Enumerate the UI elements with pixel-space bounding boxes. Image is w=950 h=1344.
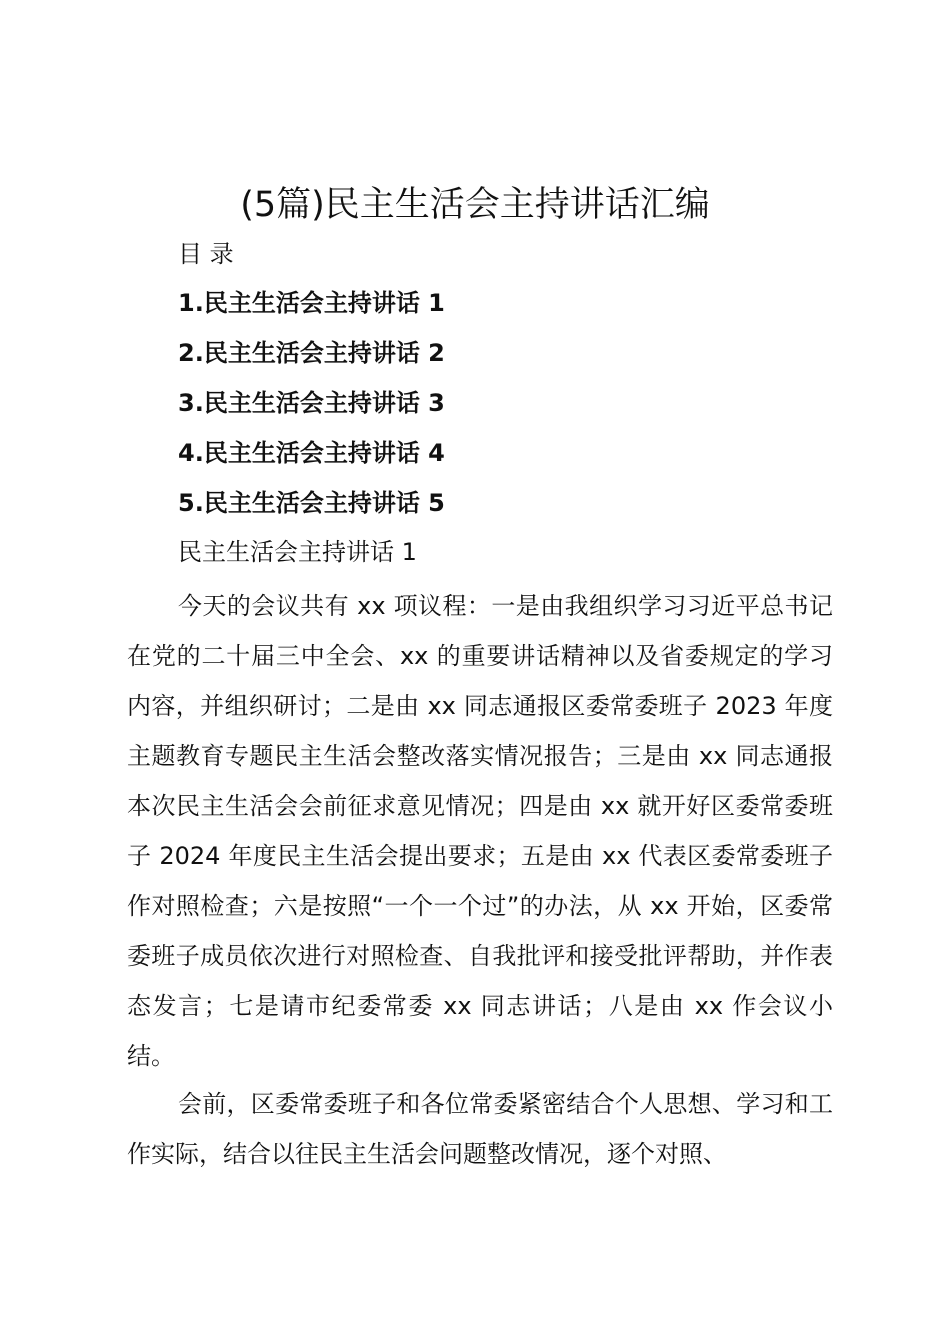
toc-item[interactable]: 5.民主生活会主持讲话 5 — [178, 489, 445, 517]
body-paragraph: 会前，区委常委班子和各位常委紧密结合个人思想、学习和工作实际，结合以往民主生活会问题整改情况，逐个对照、 — [127, 1090, 833, 1168]
toc-heading: 目 录 — [178, 240, 234, 268]
toc-item[interactable]: 4.民主生活会主持讲话 4 — [178, 439, 445, 467]
section-title: 民主生活会主持讲话 1 — [178, 538, 417, 566]
table-of-contents — [178, 285, 445, 535]
toc-item[interactable]: 3.民主生活会主持讲话 3 — [178, 389, 445, 417]
toc-item[interactable]: 2.民主生活会主持讲话 2 — [178, 339, 445, 367]
toc-item[interactable]: 1.民主生活会主持讲话 1 — [178, 289, 445, 317]
body-paragraph: 今天的会议共有 xx 项议程：一是由我组织学习习近平总书记在党的二十届三中全会、xx 的重要讲话精神以及省委规定的学习内容，并组织研讨；二是由 xx 同志通报区委常委班子 2023 年度主题教育专题民主生活会整改落实情况报告；三是由 xx 同志通报本次民主生活会会前征求意见情况；四是由 xx 就开好区委常委班子 2024 年度民主生活会提出要求；五是由 xx 代表区委常委班子作对照检查；六是按照“一个一个过”的办法，从 xx 开始，区委常委班子成员依次进行对照检查、自我批评和接受批评帮助，并作表态发言；七是请市纪委常委 xx 同志讲话；八是由 xx 作会议小结。 — [127, 592, 833, 1070]
document-title: (5篇)民主生活会主持讲话汇编 — [240, 185, 710, 225]
